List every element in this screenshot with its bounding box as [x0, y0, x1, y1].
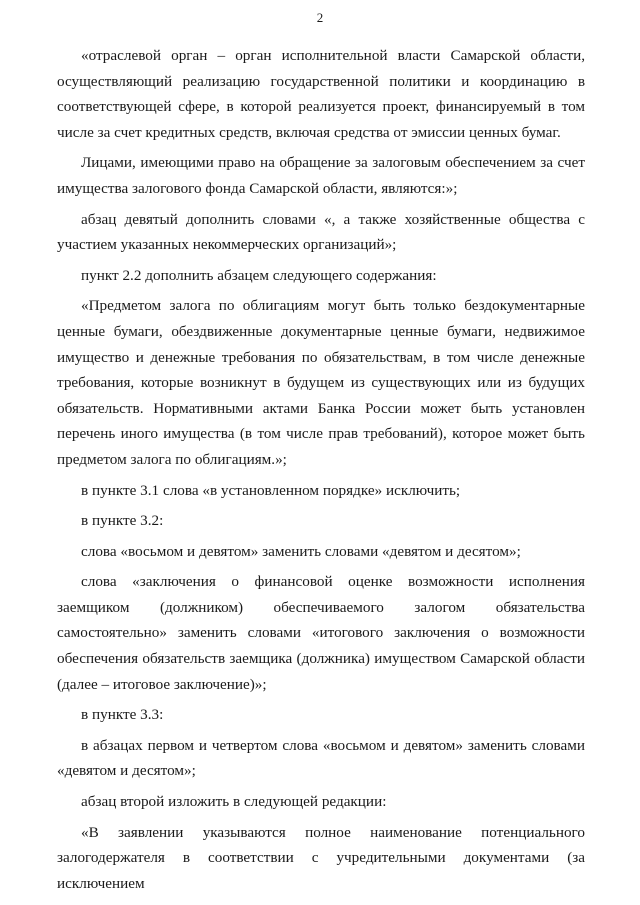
- document-body: [57, 43, 585, 901]
- paragraph-eligible-persons: Лицами, имеющими право на обращение за залоговым обеспечением за счет имущества залогового фонда Самарской области, являются:»;: [57, 154, 585, 197]
- paragraph-final-conclusion: слова «заключения о финансовой оценке возможности исполнения заемщиком (должником) обеспечиваемого залогом обязательства самостоятельно» заменить словами «итогового заключения о возможности обеспечения обязательств заемщика (должника) имуществом Самарской области (далее – итоговое заключение)»;: [57, 573, 585, 693]
- paragraph-bond-collateral: «Предметом залога по облигациям могут быть только бездокументарные ценные бумаги, обездвиженные документарные ценные бумаги, недвижимое имущество и денежные требования по обязательствам, в том числе денежные требования, которые возникнут в будущем из существующих или из будущих обязательств. Нормативными актами Банка России может быть установлен перечень иного имущества (в том числе прав требований), которое может быть предметом залога по облигациям.»;: [57, 297, 585, 468]
- paragraph-clause-3-2: в пункте 3.2:: [81, 512, 164, 530]
- paragraph-sector-body-definition: «отраслевой орган – орган исполнительной власти Самарской области, осуществляющий реализацию государственной политики и координацию в соответствующей сфере, в которой реализуется проект, финансируемый в том числе за счет кредитных средств, включая средства от эмиссии ценных бумаг.: [57, 47, 585, 141]
- paragraph-clause-3-3: в пункте 3.3:: [81, 706, 164, 724]
- paragraph-second-abzats: абзац второй изложить в следующей редакции:: [81, 793, 387, 811]
- paragraph-clause-2-2: пункт 2.2 дополнить абзацем следующего содержания:: [81, 266, 437, 284]
- paragraph-first-fourth-abzats: в абзацах первом и четвертом слова «восьмом и девятом» заменить словами «девятом и десятом»;: [57, 736, 585, 780]
- paragraph-ninth-addition: абзац девятый дополнить словами «, а также хозяйственные общества с участием указанных некоммерческих организаций»;: [57, 210, 585, 254]
- paragraph-clause-3-1: в пункте 3.1 слова «в установленном порядке» исключить;: [81, 481, 461, 499]
- paragraph-replace-words: слова «восьмом и девятом» заменить словами «девятом и десятом»;: [81, 542, 521, 560]
- page-number: 2: [316, 10, 324, 25]
- paragraph-application-content: «В заявлении указываются полное наименование потенциального залогодержателя в соответствии с учредительными документами (за исключением: [57, 823, 585, 892]
